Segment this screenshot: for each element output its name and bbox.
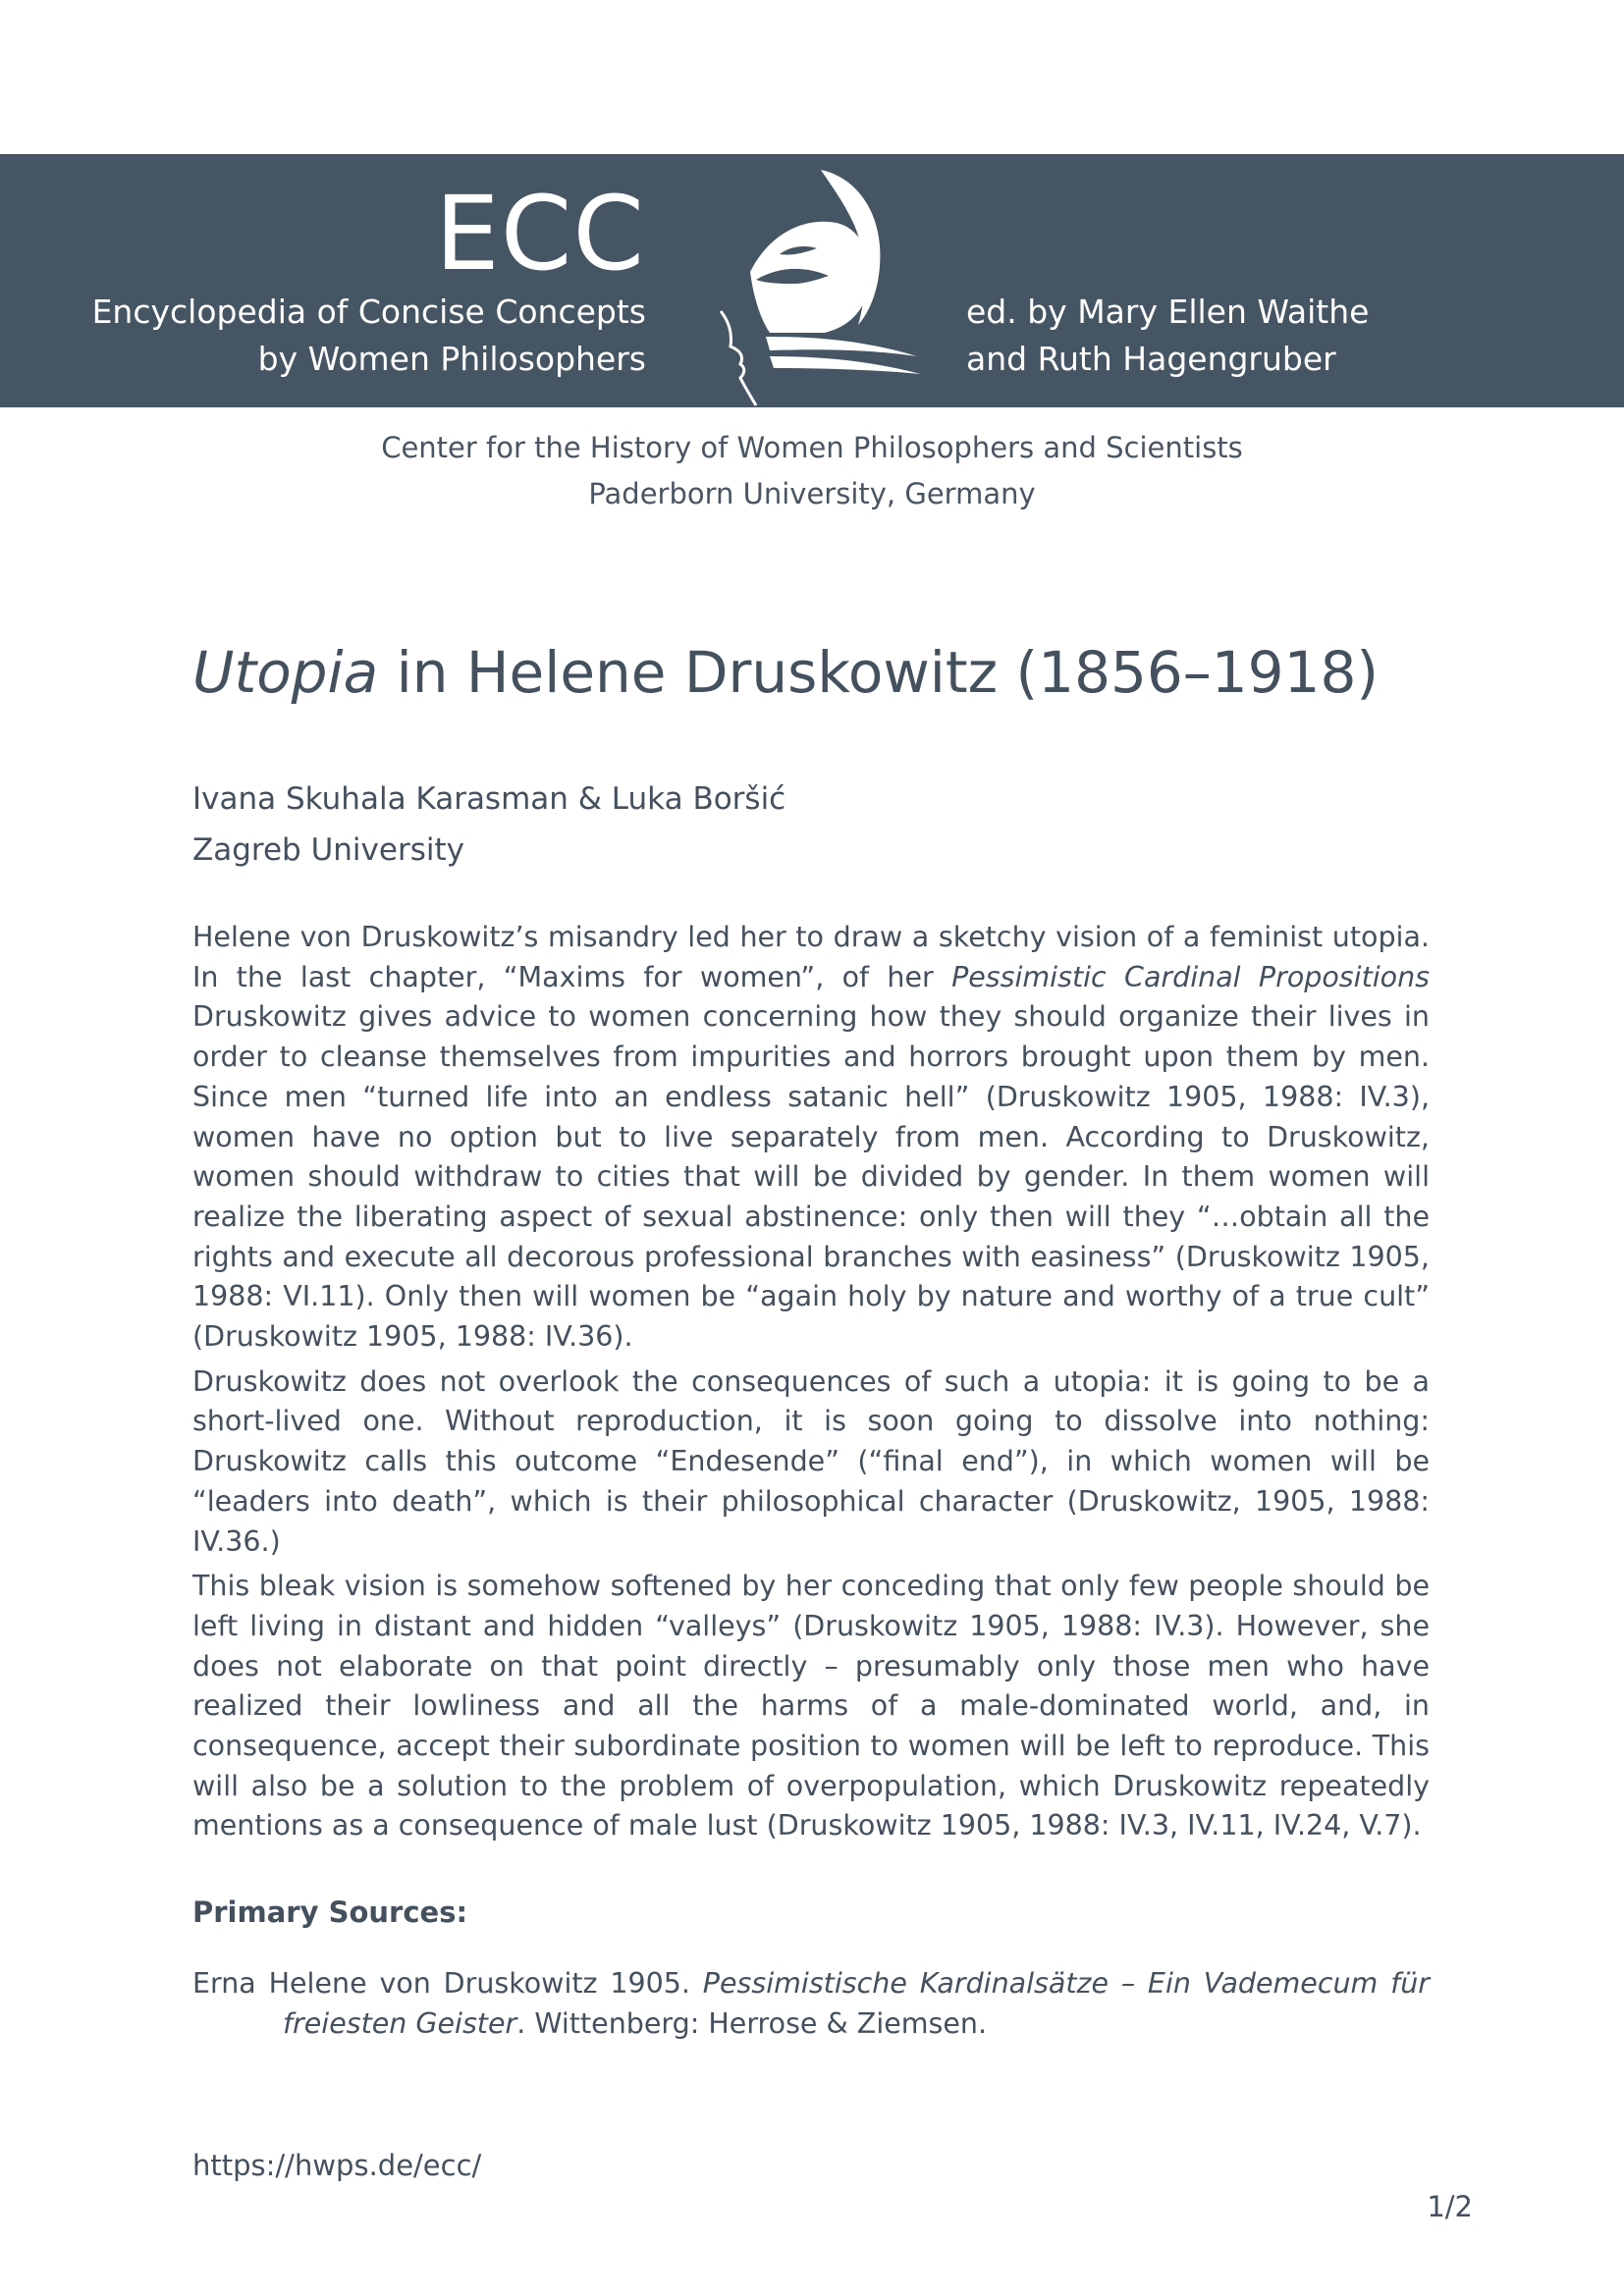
series-title: [92, 289, 646, 383]
series-title-line2: by Women Philosophers: [257, 340, 646, 378]
paragraph-1-book-title: Pessimistic Cardinal Propositions: [951, 960, 1431, 993]
source-publisher: . Wittenberg: Herrose & Ziemsen.: [516, 2006, 988, 2040]
paragraph-1: [192, 918, 1430, 1358]
series-title-line1: Encyclopedia of Concise Concepts: [91, 293, 646, 331]
athena-helmet-icon: [711, 164, 927, 407]
article-authors: Ivana Skuhala Karasman & Luka Boršić: [192, 781, 786, 817]
footer-url[interactable]: https://hwps.de/ecc/: [192, 2149, 482, 2182]
page-number: 1/2: [1427, 2190, 1473, 2223]
source-author-year: Erna Helene von Druskowitz 1905.: [192, 1967, 703, 2000]
article-title: [192, 638, 1379, 707]
paragraph-3: This bleak vision is somehow softened by her conceding that only few people should be left living in distant and hidden “valleys” (Druskowitz 1905, 1988: IV.3). However, she does not elaborate on that point directly – presumably only those men who have realized their lowliness and all the harms of a male-dominated world, and, in consequence, accept their subordinate position to women will be left to reproduce. This will also be a solution to the problem of overpopulation, which Druskowitz repeatedly mentions as a consequence of male lust (Druskowitz 1905, 1988: IV.3, IV.11, IV.24, V.7).: [192, 1570, 1430, 1842]
header-banner: [0, 154, 1624, 407]
source-title: Pessimistische Kardinalsätze – Ein Vademecum für freiesten Geister: [283, 1967, 1430, 2040]
paragraph-1-text-a: Helene von Druskowitz’s misandry led her to draw a sketchy vision of a feminist utopia. In the last chapter, “Maxims for women”, of her: [192, 921, 1430, 993]
article-title-italic: Utopia: [192, 639, 379, 706]
article-body: [192, 918, 1430, 1851]
article-affiliation: Zagreb University: [192, 832, 464, 868]
paragraph-1-text-b: Druskowitz gives advice to women concerning how they should organize their lives in order to cleanse themselves from impurities and horrors brought upon them by men. Since men “turned life into an endless satanic hell” (Druskowitz 1905, 1988: IV.3), women have no option but to live separately from men. According to Druskowitz, women should withdraw to cities that will be divided by gender. In them women will realize the liberating aspect of sexual abstinence: only then will they “…obtain all the rights and execute all decorous professional branches with easiness” (Druskowitz 1905, 1988: VI.11). Only then will women be “again holy by nature and worthy of a true cult” (Druskowitz 1905, 1988: IV.36).: [192, 1000, 1430, 1354]
institution-line1: Center for the History of Women Philosophers and Scientists: [381, 431, 1243, 464]
editors: [966, 289, 1369, 383]
primary-source-entry: [192, 1964, 1430, 2044]
editors-line2: and Ruth Hagengruber: [966, 340, 1336, 378]
article-title-rest: in Helene Druskowitz (1856–1918): [378, 639, 1380, 706]
paragraph-2: Druskowitz does not overlook the consequences of such a utopia: it is going to be a short-lived one. Without reproduction, it is soon going to dissolve into nothing: Druskowitz calls this outcome “Endesende” (“final end”), in which women will be “leaders into death”, which is their philosophical character (Druskowitz, 1905, 1988: IV.36.): [192, 1364, 1430, 1558]
institution-line2: Paderborn University, Germany: [588, 477, 1036, 510]
primary-sources-heading: Primary Sources:: [192, 1896, 468, 1929]
ecc-acronym: ECC: [435, 174, 645, 294]
editors-line1: ed. by Mary Ellen Waithe: [966, 293, 1370, 331]
